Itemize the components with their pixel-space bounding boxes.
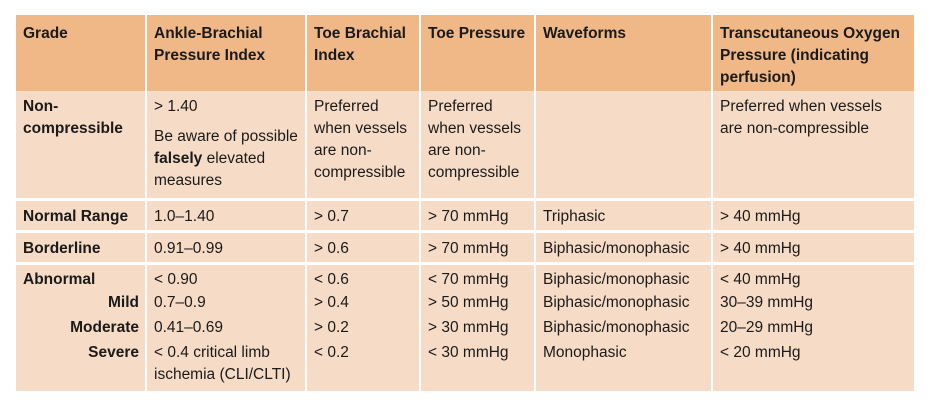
tcpo2-cell: Preferred when vessels are non-compressible <box>712 91 914 199</box>
abpi-cell: 0.7–0.9 <box>146 291 306 316</box>
tbi-cell: > 0.6 <box>306 231 420 263</box>
abpi-value: > 1.40 <box>154 98 198 115</box>
table-row-normal <box>16 199 914 231</box>
waveforms-cell: Biphasic/monophasic <box>535 291 712 316</box>
waveforms-cell: Biphasic/monophasic <box>535 263 712 291</box>
waveforms-cell: Biphasic/monophasic <box>535 231 712 263</box>
tbi-cell: Preferred when vessels are non-compressible <box>306 91 420 199</box>
header-row <box>16 15 914 91</box>
tcpo2-cell: < 40 mmHg <box>712 263 914 291</box>
grade-cell: Mild <box>16 291 146 316</box>
toe-pressure-cell: > 70 mmHg <box>420 199 535 231</box>
tcpo2-cell: 30–39 mmHg <box>712 291 914 316</box>
grade-cell: Borderline <box>16 231 146 263</box>
header-tcpo2: Transcutaneous Oxygen Pressure (indicating perfusion) <box>712 15 914 91</box>
table-row-noncompressible <box>16 91 914 199</box>
waveforms-cell: Biphasic/monophasic <box>535 316 712 341</box>
table-row-abnormal <box>16 263 914 291</box>
table-row-moderate <box>16 316 914 341</box>
abpi-cell: 1.0–1.40 <box>146 199 306 231</box>
abpi-cell <box>146 91 306 199</box>
tcpo2-cell: > 40 mmHg <box>712 231 914 263</box>
grading-table-container <box>16 15 914 391</box>
tbi-cell: > 0.4 <box>306 291 420 316</box>
table-row-borderline <box>16 231 914 263</box>
note-text-pre: Be aware of possible <box>154 128 298 145</box>
tbi-cell: > 0.2 <box>306 316 420 341</box>
grade-cell: Non-compressible <box>16 91 146 199</box>
tbi-cell: > 0.7 <box>306 199 420 231</box>
tcpo2-cell: < 20 mmHg <box>712 341 914 391</box>
table-row-mild <box>16 291 914 316</box>
grade-cell: Abnormal <box>16 263 146 291</box>
header-waveforms: Waveforms <box>535 15 712 91</box>
abpi-cell: < 0.90 <box>146 263 306 291</box>
abpi-cell: 0.91–0.99 <box>146 231 306 263</box>
waveforms-cell <box>535 91 712 199</box>
header-abpi: Ankle-Brachial Pressure Index <box>146 15 306 91</box>
grade-cell: Severe <box>16 341 146 391</box>
grade-cell: Normal Range <box>16 199 146 231</box>
toe-pressure-cell: > 70 mmHg <box>420 231 535 263</box>
grade-cell: Moderate <box>16 316 146 341</box>
toe-pressure-cell: < 70 mmHg <box>420 263 535 291</box>
tcpo2-cell: > 40 mmHg <box>712 199 914 231</box>
abpi-note <box>154 126 299 192</box>
header-grade: Grade <box>16 15 146 91</box>
tbi-cell: < 0.2 <box>306 341 420 391</box>
abpi-cell: 0.41–0.69 <box>146 316 306 341</box>
abpi-cell: < 0.4 critical limb ischemia (CLI/CLTI) <box>146 341 306 391</box>
note-text-bold: falsely <box>154 150 203 167</box>
toe-pressure-cell: > 30 mmHg <box>420 316 535 341</box>
waveforms-cell: Triphasic <box>535 199 712 231</box>
table-row-severe <box>16 341 914 391</box>
waveforms-cell: Monophasic <box>535 341 712 391</box>
header-toe-pressure: Toe Pressure <box>420 15 535 91</box>
toe-pressure-cell: > 50 mmHg <box>420 291 535 316</box>
tcpo2-cell: 20–29 mmHg <box>712 316 914 341</box>
tbi-cell: < 0.6 <box>306 263 420 291</box>
toe-pressure-cell: < 30 mmHg <box>420 341 535 391</box>
pad-grading-table <box>16 15 914 391</box>
header-tbi: Toe Brachial Index <box>306 15 420 91</box>
toe-pressure-cell: Preferred when vessels are non-compressible <box>420 91 535 199</box>
note-text-post: elevated measures <box>154 150 266 189</box>
